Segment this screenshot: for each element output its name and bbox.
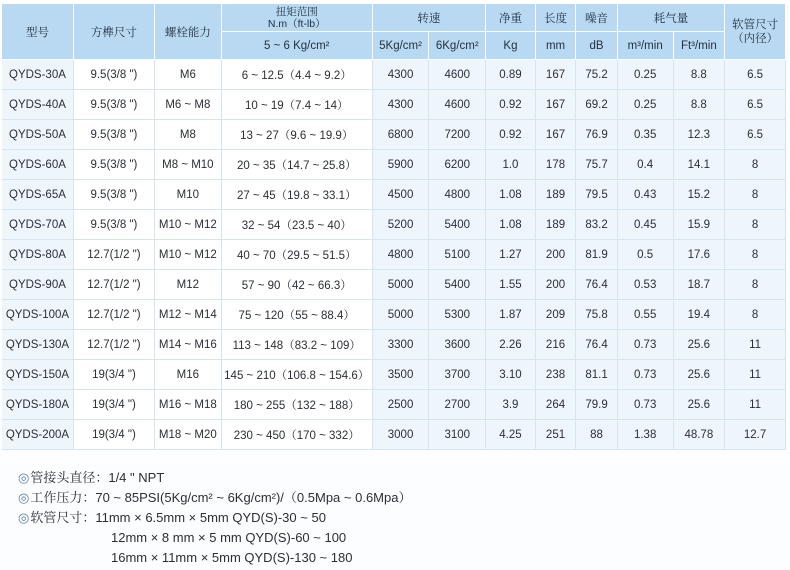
cell-square-drive: 9.5(3/8 ")	[74, 90, 155, 120]
table-row	[2, 180, 786, 210]
table-row	[2, 360, 786, 390]
cell-bolt: M12 ~ M14	[155, 300, 222, 330]
table-row	[2, 270, 786, 300]
cell-model: QYDS-65A	[2, 180, 74, 210]
cell-air-ft3: 15.9	[674, 210, 726, 240]
cell-torque: 6 ~ 12.5（4.4 ~ 9.2）	[222, 60, 373, 90]
cell-weight: 0.92	[486, 90, 536, 120]
cell-model: QYDS-80A	[2, 240, 74, 270]
header-torque-pressure: 5 ~ 6 Kg/cm²	[222, 32, 373, 60]
cell-hose: 11	[725, 360, 786, 390]
cell-length: 200	[536, 270, 577, 300]
cell-rpm-5: 5000	[373, 270, 430, 300]
cell-noise: 81.9	[576, 240, 618, 270]
cell-rpm-6: 4800	[429, 180, 486, 210]
header-speed: 转速	[373, 4, 486, 32]
cell-hose: 11	[725, 330, 786, 360]
cell-bolt: M8	[155, 120, 222, 150]
cell-square-drive: 12.7(1/2 ")	[74, 270, 155, 300]
cell-rpm-5: 3300	[373, 330, 430, 360]
cell-bolt: M8 ~ M10	[155, 150, 222, 180]
cell-noise: 76.9	[576, 120, 618, 150]
cell-noise: 75.8	[576, 300, 618, 330]
table-row	[2, 120, 786, 150]
header-speed-5: 5Kg/cm²	[373, 32, 430, 60]
cell-weight: 0.92	[486, 120, 536, 150]
cell-weight: 3.9	[486, 390, 536, 420]
header-weight-unit: Kg	[486, 32, 536, 60]
cell-air-ft3: 17.6	[674, 240, 726, 270]
cell-model: QYDS-30A	[2, 60, 74, 90]
cell-rpm-5: 4300	[373, 90, 430, 120]
note-fitting-text: 管接头直径：1/4 " NPT	[30, 470, 165, 485]
cell-air-m3: 0.4	[618, 150, 674, 180]
cell-air-ft3: 48.78	[674, 420, 726, 450]
table-row	[2, 330, 786, 360]
header-hose-sub: （内径）	[732, 32, 779, 45]
cell-air-m3: 0.25	[618, 60, 674, 90]
cell-model: QYDS-70A	[2, 210, 74, 240]
cell-rpm-6: 3600	[429, 330, 486, 360]
header-torque-unit: N.m（ft-lb）	[267, 17, 326, 30]
header-noise-unit: dB	[576, 32, 618, 60]
cell-torque: 13 ~ 27（9.6 ~ 19.9）	[222, 120, 373, 150]
note-bullet: ◎	[18, 510, 30, 525]
note-bullet: ◎	[18, 470, 30, 485]
table-row	[2, 90, 786, 120]
cell-rpm-6: 7200	[429, 120, 486, 150]
cell-torque: 75 ~ 120（55 ~ 88.4）	[222, 300, 373, 330]
cell-torque: 40 ~ 70（29.5 ~ 51.5）	[222, 240, 373, 270]
cell-weight: 1.08	[486, 210, 536, 240]
header-hose-title: 软管尺寸	[732, 18, 779, 31]
cell-rpm-6: 4600	[429, 60, 486, 90]
cell-rpm-5: 3500	[373, 360, 430, 390]
cell-air-ft3: 18.7	[674, 270, 726, 300]
cell-length: 216	[536, 330, 577, 360]
header-square-drive: 方榫尺寸	[74, 4, 155, 60]
cell-noise: 79.9	[576, 390, 618, 420]
cell-weight: 3.10	[486, 360, 536, 390]
cell-weight: 1.0	[486, 150, 536, 180]
header-weight: 净重	[486, 4, 536, 32]
cell-noise: 81.1	[576, 360, 618, 390]
cell-model: QYDS-50A	[2, 120, 74, 150]
table-row	[2, 240, 786, 270]
cell-rpm-6: 4600	[429, 90, 486, 120]
cell-air-m3: 0.55	[618, 300, 674, 330]
header-hose	[725, 4, 786, 60]
cell-square-drive: 9.5(3/8 ")	[74, 150, 155, 180]
cell-noise: 76.4	[576, 270, 618, 300]
cell-length: 209	[536, 300, 577, 330]
cell-length: 200	[536, 240, 577, 270]
note-hose-2: 12mm × 8 mm × 5 mm QYD(S)-60 ~ 100	[111, 530, 347, 545]
table-row	[2, 150, 786, 180]
spec-table	[2, 4, 786, 450]
cell-noise: 75.7	[576, 150, 618, 180]
cell-torque: 57 ~ 90（42 ~ 66.3）	[222, 270, 373, 300]
cell-square-drive: 9.5(3/8 ")	[74, 210, 155, 240]
header-air-ft3: Ft³/min	[674, 32, 726, 60]
header-length: 长度	[536, 4, 577, 32]
cell-air-m3: 0.73	[618, 360, 674, 390]
cell-rpm-6: 5400	[429, 210, 486, 240]
cell-air-ft3: 8.8	[674, 60, 726, 90]
note-bullet: ◎	[18, 490, 30, 505]
cell-weight: 0.89	[486, 60, 536, 90]
cell-bolt: M10 ~ M12	[155, 210, 222, 240]
header-length-unit: mm	[536, 32, 577, 60]
cell-rpm-6: 2700	[429, 390, 486, 420]
cell-model: QYDS-150A	[2, 360, 74, 390]
header-speed-6: 6Kg/cm²	[429, 32, 486, 60]
cell-square-drive: 9.5(3/8 ")	[74, 60, 155, 90]
note-fitting	[18, 468, 411, 488]
cell-hose: 8	[725, 210, 786, 240]
cell-model: QYDS-90A	[2, 270, 74, 300]
cell-weight: 4.25	[486, 420, 536, 450]
cell-hose: 8	[725, 150, 786, 180]
cell-torque: 113 ~ 148（83.2 ~ 109）	[222, 330, 373, 360]
cell-bolt: M18 ~ M20	[155, 420, 222, 450]
cell-rpm-5: 5900	[373, 150, 430, 180]
header-air-m3: m³/min	[618, 32, 674, 60]
cell-air-ft3: 12.3	[674, 120, 726, 150]
note-hose-3: 16mm × 11mm × 5mm QYD(S)-130 ~ 180	[111, 550, 353, 565]
cell-air-ft3: 19.4	[674, 300, 726, 330]
cell-air-m3: 0.35	[618, 120, 674, 150]
cell-bolt: M16 ~ M18	[155, 390, 222, 420]
cell-bolt: M10	[155, 180, 222, 210]
cell-noise: 83.2	[576, 210, 618, 240]
cell-noise: 69.2	[576, 90, 618, 120]
cell-bolt: M6 ~ M8	[155, 90, 222, 120]
cell-rpm-5: 2500	[373, 390, 430, 420]
cell-rpm-5: 5200	[373, 210, 430, 240]
cell-hose: 8	[725, 240, 786, 270]
cell-rpm-6: 3100	[429, 420, 486, 450]
header-model: 型号	[2, 4, 74, 60]
cell-rpm-5: 4800	[373, 240, 430, 270]
cell-air-ft3: 25.6	[674, 390, 726, 420]
cell-rpm-6: 5400	[429, 270, 486, 300]
cell-square-drive: 12.7(1/2 ")	[74, 330, 155, 360]
cell-torque: 32 ~ 54（23.5 ~ 40）	[222, 210, 373, 240]
cell-weight: 2.26	[486, 330, 536, 360]
cell-rpm-5: 3000	[373, 420, 430, 450]
cell-model: QYDS-100A	[2, 300, 74, 330]
cell-rpm-5: 4300	[373, 60, 430, 90]
cell-noise: 76.4	[576, 330, 618, 360]
cell-model: QYDS-130A	[2, 330, 74, 360]
cell-bolt: M6	[155, 60, 222, 90]
cell-air-m3: 0.53	[618, 270, 674, 300]
cell-weight: 1.87	[486, 300, 536, 330]
cell-model: QYDS-40A	[2, 90, 74, 120]
note-hose	[18, 508, 411, 528]
table-body	[2, 60, 786, 450]
cell-hose: 8	[725, 180, 786, 210]
table-header	[2, 4, 786, 60]
cell-hose: 11	[725, 390, 786, 420]
table-row	[2, 210, 786, 240]
cell-air-m3: 0.25	[618, 90, 674, 120]
header-noise: 噪音	[576, 4, 618, 32]
cell-length: 189	[536, 210, 577, 240]
cell-square-drive: 19(3/4 ")	[74, 420, 155, 450]
cell-air-m3: 0.5	[618, 240, 674, 270]
cell-bolt: M14 ~ M16	[155, 330, 222, 360]
table-row	[2, 300, 786, 330]
cell-air-m3: 0.73	[618, 330, 674, 360]
cell-rpm-5: 5000	[373, 300, 430, 330]
cell-air-m3: 1.38	[618, 420, 674, 450]
cell-air-m3: 0.43	[618, 180, 674, 210]
cell-weight: 1.08	[486, 180, 536, 210]
cell-model: QYDS-200A	[2, 420, 74, 450]
table-row	[2, 420, 786, 450]
cell-noise: 88	[576, 420, 618, 450]
cell-hose: 12.7	[725, 420, 786, 450]
cell-model: QYDS-180A	[2, 390, 74, 420]
cell-torque: 20 ~ 35（14.7 ~ 25.8）	[222, 150, 373, 180]
cell-rpm-6: 5100	[429, 240, 486, 270]
cell-square-drive: 19(3/4 ")	[74, 360, 155, 390]
cell-model: QYDS-60A	[2, 150, 74, 180]
cell-hose: 8	[725, 300, 786, 330]
cell-hose: 8	[725, 270, 786, 300]
header-torque-title: 扭矩范围	[275, 5, 318, 18]
note-pressure	[18, 488, 411, 508]
cell-square-drive: 12.7(1/2 ")	[74, 300, 155, 330]
cell-weight: 1.27	[486, 240, 536, 270]
cell-square-drive: 9.5(3/8 ")	[74, 180, 155, 210]
cell-rpm-6: 6200	[429, 150, 486, 180]
cell-torque: 180 ~ 255（132 ~ 188）	[222, 390, 373, 420]
cell-length: 238	[536, 360, 577, 390]
cell-length: 189	[536, 180, 577, 210]
notes	[18, 468, 411, 568]
cell-length: 251	[536, 420, 577, 450]
cell-rpm-6: 5300	[429, 300, 486, 330]
header-air-consumption: 耗气量	[618, 4, 725, 32]
cell-rpm-5: 4500	[373, 180, 430, 210]
cell-air-ft3: 14.1	[674, 150, 726, 180]
cell-length: 264	[536, 390, 577, 420]
header-torque	[222, 4, 373, 32]
cell-hose: 6.5	[725, 120, 786, 150]
cell-length: 167	[536, 120, 577, 150]
cell-square-drive: 12.7(1/2 ")	[74, 240, 155, 270]
cell-air-ft3: 25.6	[674, 360, 726, 390]
cell-torque: 27 ~ 45（19.8 ~ 33.1）	[222, 180, 373, 210]
table-row	[2, 390, 786, 420]
cell-length: 167	[536, 60, 577, 90]
cell-rpm-5: 6800	[373, 120, 430, 150]
header-bolt-capacity: 螺栓能力	[155, 4, 222, 60]
cell-torque: 10 ~ 19（7.4 ~ 14）	[222, 90, 373, 120]
cell-air-ft3: 8.8	[674, 90, 726, 120]
cell-length: 178	[536, 150, 577, 180]
cell-bolt: M16	[155, 360, 222, 390]
cell-square-drive: 9.5(3/8 ")	[74, 120, 155, 150]
cell-rpm-6: 3700	[429, 360, 486, 390]
cell-hose: 6.5	[725, 60, 786, 90]
cell-weight: 1.55	[486, 270, 536, 300]
cell-hose: 6.5	[725, 90, 786, 120]
cell-square-drive: 19(3/4 ")	[74, 390, 155, 420]
cell-bolt: M12	[155, 270, 222, 300]
cell-air-m3: 0.45	[618, 210, 674, 240]
cell-air-ft3: 25.6	[674, 330, 726, 360]
note-pressure-text: 工作压力：70 ~ 85PSI(5Kg/cm² ~ 6Kg/cm²)/（0.5Mpa ~ 0.6Mpa）	[30, 490, 412, 505]
cell-torque: 145 ~ 210（106.8 ~ 154.6）	[222, 360, 373, 390]
cell-bolt: M10 ~ M12	[155, 240, 222, 270]
cell-air-ft3: 15.2	[674, 180, 726, 210]
cell-noise: 75.2	[576, 60, 618, 90]
cell-torque: 230 ~ 450（170 ~ 332）	[222, 420, 373, 450]
cell-length: 167	[536, 90, 577, 120]
cell-air-m3: 0.73	[618, 390, 674, 420]
note-hose-text: 软管尺寸：11mm × 6.5mm × 5mm QYD(S)-30 ~ 50	[30, 510, 326, 525]
cell-noise: 79.5	[576, 180, 618, 210]
table-row	[2, 60, 786, 90]
